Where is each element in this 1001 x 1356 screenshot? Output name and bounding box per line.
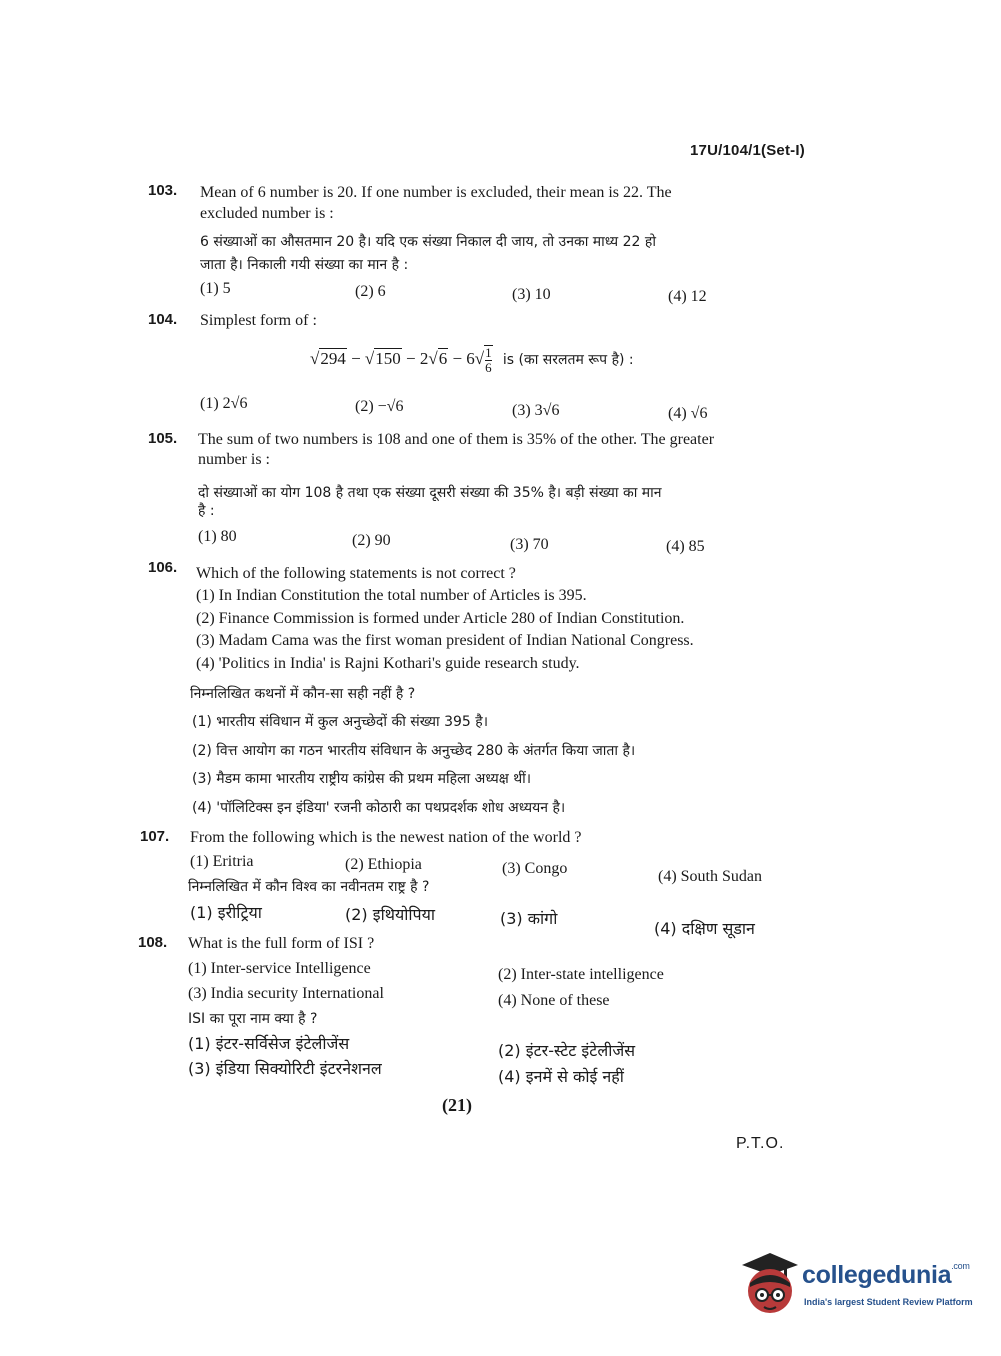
option-2: (2) Inter-state intelligence: [498, 966, 664, 983]
option-3: (3) 3√6: [512, 402, 560, 419]
question-text-en-1: Simplest form of :: [200, 312, 317, 329]
statement-2: (2) Finance Commission is formed under Article 280 of Indian Constitution.: [196, 610, 685, 627]
option-3: (3) India security International: [188, 985, 384, 1002]
option-2: (2) Ethiopia: [345, 856, 422, 873]
statement-1: (1) In Indian Constitution the total number of Articles is 395.: [196, 587, 587, 604]
numerator: 1: [485, 345, 492, 360]
question-text-en-1: Which of the following statements is not correct ?: [196, 565, 516, 582]
statement-hi-3: (3) मैडम कामा भारतीय राष्ट्रीय कांग्रेस की प्रथम महिला अध्यक्ष थीं।: [192, 771, 532, 787]
question-number: 107.: [140, 828, 170, 845]
coefficient: 6: [466, 348, 475, 368]
question-text-en-1: From the following which is the newest nation of the world ?: [190, 829, 582, 846]
option-hi-4: (4) दक्षिण सूडान: [654, 919, 755, 938]
option-1: (1) Inter-service Intelligence: [188, 960, 371, 977]
option-4: (4) South Sudan: [658, 868, 762, 885]
radicand-2: 150: [375, 348, 401, 368]
option-hi-4: (4) इनमें से कोई नहीं: [498, 1067, 624, 1086]
radicand-1: 294: [320, 348, 346, 368]
option-hi-3: (3) इंडिया सिक्योरिटी इंटरनेशनल: [188, 1059, 382, 1078]
option-4: (4) √6: [668, 405, 708, 422]
option-4: (4) None of these: [498, 992, 610, 1009]
logo-wordmark: collegedunia$^{.com}$: [802, 1261, 970, 1289]
mascot-icon: [738, 1247, 800, 1317]
option-hi-3: (3) कांगो: [500, 909, 558, 928]
question-text-hi: निम्नलिखित में कौन विश्व का नवीनतम राष्ट्र है ?: [188, 879, 430, 895]
question-number: 106.: [148, 559, 178, 576]
question-text-hi-1: 6 संख्याओं का औसतमान 20 है। यदि एक संख्या निकाल दी जाय, तो उनका माध्य 22 हो: [200, 234, 656, 250]
radicand-3: 6: [438, 348, 448, 368]
option-3: (3) 10: [512, 286, 551, 303]
option-hi-1: (1) इरीट्रिया: [190, 903, 262, 922]
option-1: (1) 80: [198, 528, 237, 545]
option-2: (2) 6: [355, 283, 386, 300]
question-text-hi-1: दो संख्याओं का योग 108 है तथा एक संख्या दूसरी संख्या की 35% है। बड़ी संख्या का मान: [198, 485, 662, 501]
option-hi-1: (1) इंटर-सर्विसेज इंटेलीजेंस: [188, 1034, 350, 1053]
page-number: (21): [442, 1095, 472, 1115]
question-text-en-2: excluded number is :: [200, 205, 334, 222]
fraction: [484, 345, 493, 375]
option-1: (1) 5: [200, 280, 231, 297]
pto-label: P.T.O.: [736, 1135, 785, 1152]
statement-hi-1: (1) भारतीय संविधान में कुल अनुच्छेदों की संख्या 395 है।: [192, 714, 489, 730]
question-number: 103.: [148, 182, 178, 199]
statement-3: (3) Madam Cama was the first woman president of Indian National Congress.: [196, 632, 694, 649]
question-number: 105.: [148, 430, 178, 447]
collegedunia-logo: [738, 1247, 973, 1317]
option-2: (2) −√6: [355, 398, 404, 415]
question-text-en-2: number is :: [198, 451, 270, 468]
question-text-hi: निम्नलिखित कथनों में कौन-सा सही नहीं है ?: [190, 686, 416, 702]
option-3: (3) 70: [510, 536, 549, 553]
question-text-en-1: Mean of 6 number is 20. If one number is excluded, their mean is 22. The: [200, 184, 672, 201]
option-1: (1) 2√6: [200, 395, 248, 412]
statement-hi-2: (2) वित्त आयोग का गठन भारतीय संविधान के अनुच्छेद 280 के अंतर्गत किया जाता है।: [192, 743, 636, 759]
question-text-hi: ISI का पूरा नाम क्या है ?: [188, 1011, 318, 1027]
question-text-en-1: What is the full form of ISI ?: [188, 935, 375, 952]
question-text-hi-2: जाता है। निकाली गयी संख्या का मान है :: [200, 257, 409, 273]
question-text-en-1: The sum of two numbers is 108 and one of them is 35% of the other. The greater: [198, 431, 715, 448]
option-hi-2: (2) इंटर-स्टेट इंटेलीजेंस: [498, 1041, 636, 1060]
radical-expression: √294 − √150 − 2√6 − 6√ $\frac{1}{6}$ is (का सरलतम रूप है) :: [310, 345, 634, 375]
statement-4: (4) 'Politics in India' is Rajni Kothari's guide research study.: [196, 655, 580, 672]
option-4: (4) 85: [666, 538, 705, 555]
option-1: (1) Eritria: [190, 853, 254, 870]
logo-tagline: India's largest Student Review Platform: [804, 1297, 973, 1307]
option-4: (4) 12: [668, 288, 707, 305]
question-number: 108.: [138, 934, 168, 951]
question-text-hi-2: है :: [198, 503, 215, 519]
denominator: 6: [485, 360, 492, 375]
statement-hi-4: (4) 'पॉलिटिक्स इन इंडिया' रजनी कोठारी का पथप्रदर्शक शोध अध्ययन है।: [192, 800, 566, 816]
paper-code: 17U/104/1(Set-I): [690, 142, 805, 159]
option-2: (2) 90: [352, 532, 391, 549]
question-number: 104.: [148, 311, 178, 328]
formula-suffix: is (का सरलतम रूप है) :: [502, 351, 634, 368]
option-3: (3) Congo: [502, 860, 568, 877]
option-hi-2: (2) इथियोपिया: [345, 905, 436, 924]
